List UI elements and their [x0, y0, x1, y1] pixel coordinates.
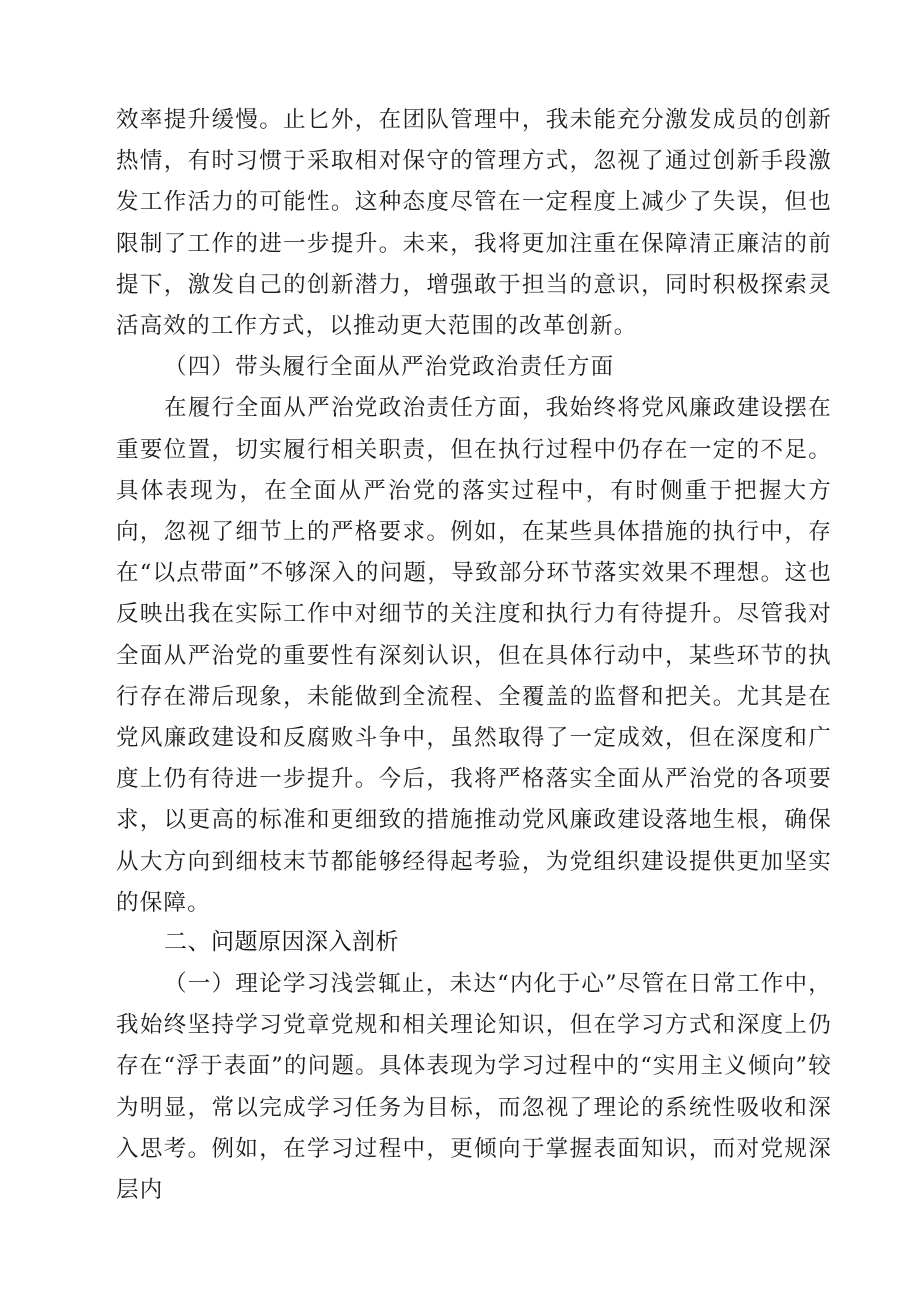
paragraph-section-4: 在履行全面从严治党政治责任方面，我始终将党风廉政建设摆在重要位置，切实履行相关职责，但在执行过程中仍存在一定的不足。具体表现为，在全面从严治党的落实过程中，有时侧重于把握大方向，忽视了细节上的严格要求。例如，在某些具体措施的执行中，存在“以点带面”不够深入的问题，导致部分环节落实效果不理想。这也反映出我在实际工作中对细节的关注度和执行力有待提升。尽管我对全面从严治党的重要性有深刻认识，但在具体行动中，某些环节的执行存在滞后现象，未能做到全流程、全覆盖的监督和把关。尤其是在党风廉政建设和反腐败斗争中，虽然取得了一定成效，但在深度和广度上仍有待进一步提升。今后，我将严格落实全面从严治党的各项要求，以更高的标准和更细致的措施推动党风廉政建设落地生根，确保从大方向到细枝末节都能够经得起考验，为党组织建设提供更加坚实的保障。 [116, 395, 832, 916]
paragraph-reason-1: （一）理论学习浅尝辄止，未达“内化于心”尽管在日常工作中，我始终坚持学习党章党规和相关理论知识，但在学习方式和深度上仍存在“浮于表面”的问题。具体表现为学习过程中的“实用主义倾向”较为明显，常以完成学习任务为目标，而忽视了理论的系统性吸收和深入思考。例如，在学习过程中，更倾向于掌握表面知识，而对党规深层内 [116, 971, 832, 1204]
body-text-block-2 [116, 964, 832, 1211]
paragraph-continuation: 效率提升缓慢。止匕外，在团队管理中，我未能充分激发成员的创新热情，有时习惯于采取相对保守的管理方式，忽视了通过创新手段激发工作活力的可能性。这种态度尽管在一定程度上减少了失误，但也限制了工作的进一步提升。未来，我将更加注重在保障清正廉洁的前提下，激发自己的创新潜力，增强敢于担当的意识，同时积极探索灵活高效的工作方式，以推动更大范围的改革创新。 [116, 107, 832, 340]
body-text-block-1 [116, 100, 832, 924]
subheading-section-4: （四）带头履行全面从严治党政治责任方面 [164, 354, 615, 381]
section-heading-2: 二、问题原因深入剖析 [164, 929, 399, 955]
